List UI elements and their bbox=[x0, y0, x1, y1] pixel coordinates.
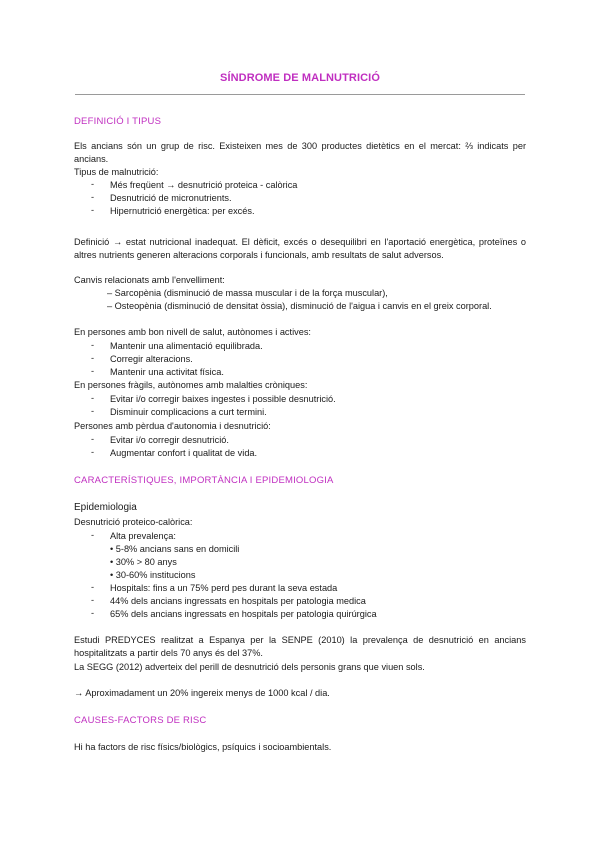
section-heading-causes: CAUSES-FACTORS DE RISC bbox=[74, 715, 207, 726]
types-item: Desnutrició de micronutrients. bbox=[110, 193, 232, 203]
approx-paragraph: → Aproximadament un 20% ingereix menys de 1000 kcal / dia. bbox=[74, 688, 330, 698]
list-dash: - bbox=[91, 608, 95, 618]
types-item: Més freqüent → desnutrició proteica - calòrica bbox=[110, 180, 298, 190]
predyces-paragraph: Estudi PREDYCES realitzat a Espanya per la SENPE (2010) la prevalença de desnutrició en ancians hospitalitzats a partir dels 70 anys és del 37%. bbox=[74, 635, 526, 658]
list-dash: - bbox=[91, 530, 95, 540]
list-dash: - bbox=[91, 393, 95, 403]
healthy-label: En persones amb bon nivell de salut, autònomes i actives: bbox=[74, 327, 311, 337]
list-dash: - bbox=[91, 595, 95, 605]
list-dash: - bbox=[91, 192, 95, 202]
list-dash: - bbox=[91, 179, 95, 189]
malnutrition-label: Desnutrició proteico-calòrica: bbox=[74, 517, 193, 527]
healthy-item: Corregir alteracions. bbox=[110, 354, 193, 364]
definition-paragraph: Definició → estat nutricional inadequat. El dèficit, excés o desequilibri en l'aportació energètica, proteïnes o altres nutrients generen alteracions corporals i funcionals, amb resultats de salut adversos. bbox=[74, 237, 526, 260]
title-divider bbox=[75, 94, 525, 95]
list-dash: - bbox=[91, 340, 95, 350]
types-item: Hipernutrició energètica: per excés. bbox=[110, 206, 255, 216]
healthy-item: Mantenir una alimentació equilibrada. bbox=[110, 341, 263, 351]
aging-item: – Sarcopènia (disminució de massa muscular i de la força muscular), bbox=[107, 288, 388, 298]
epi-item: Hospitals: fins a un 75% perd pes durant la seva estada bbox=[110, 583, 338, 593]
epi-item: 44% dels ancians ingressats en hospitals per patologia medica bbox=[110, 596, 366, 606]
section-heading-definition: DEFINICIÓ I TIPUS bbox=[74, 116, 162, 127]
aging-label: Canvis relacionats amb l'envelliment: bbox=[74, 275, 225, 285]
list-dash: - bbox=[91, 447, 95, 457]
epi-item: 65% dels ancians ingressats en hospitals per patologia quirúrgica bbox=[110, 609, 377, 619]
types-label: Tipus de malnutrició: bbox=[74, 167, 159, 177]
intro-paragraph: Els ancians són un grup de risc. Existeixen mes de 300 productes dietètics en el mercat: ⅔ indicats per ancians. bbox=[74, 141, 526, 164]
list-dash: - bbox=[91, 205, 95, 215]
list-dash: - bbox=[91, 434, 95, 444]
page-title: SÍNDROME DE MALNUTRICIÓ bbox=[220, 72, 380, 84]
prevalence-item: • 5-8% ancians sans en domicili bbox=[110, 544, 240, 554]
section-heading-epidemiology: CARACTERÍSTIQUES, IMPORTÀNCIA I EPIDEMIOLOGIA bbox=[74, 475, 334, 486]
fragile-label: En persones fràgils, autònomes amb malalties cròniques: bbox=[74, 380, 308, 390]
epidemiology-subheading: Epidemiologia bbox=[74, 502, 137, 513]
prevalence-label: Alta prevalença: bbox=[110, 531, 176, 541]
aging-item: – Osteopènia (disminució de densitat òssia), disminució de l'aigua i canvis en el greix corporal. bbox=[107, 301, 492, 311]
dependent-item: Augmentar confort i qualitat de vida. bbox=[110, 448, 258, 458]
list-dash: - bbox=[91, 353, 95, 363]
prevalence-item: • 30% > 80 anys bbox=[110, 557, 177, 567]
prevalence-item: • 30-60% institucions bbox=[110, 570, 196, 580]
list-dash: - bbox=[91, 366, 95, 376]
list-dash: - bbox=[91, 582, 95, 592]
fragile-item: Evitar i/o corregir baixes ingestes i possible desnutrició. bbox=[110, 394, 336, 404]
healthy-item: Mantenir una activitat física. bbox=[110, 367, 224, 377]
dependent-label: Persones amb pèrdua d'autonomia i desnutrició: bbox=[74, 421, 271, 431]
dependent-item: Evitar i/o corregir desnutrició. bbox=[110, 435, 229, 445]
fragile-item: Disminuir complicacions a curt termini. bbox=[110, 407, 267, 417]
segg-paragraph: La SEGG (2012) adverteix del perill de desnutrició dels personis grans que viuen sols. bbox=[74, 662, 425, 672]
causes-paragraph: Hi ha factors de risc físics/biològics, psíquics i socioambientals. bbox=[74, 742, 332, 752]
list-dash: - bbox=[91, 406, 95, 416]
